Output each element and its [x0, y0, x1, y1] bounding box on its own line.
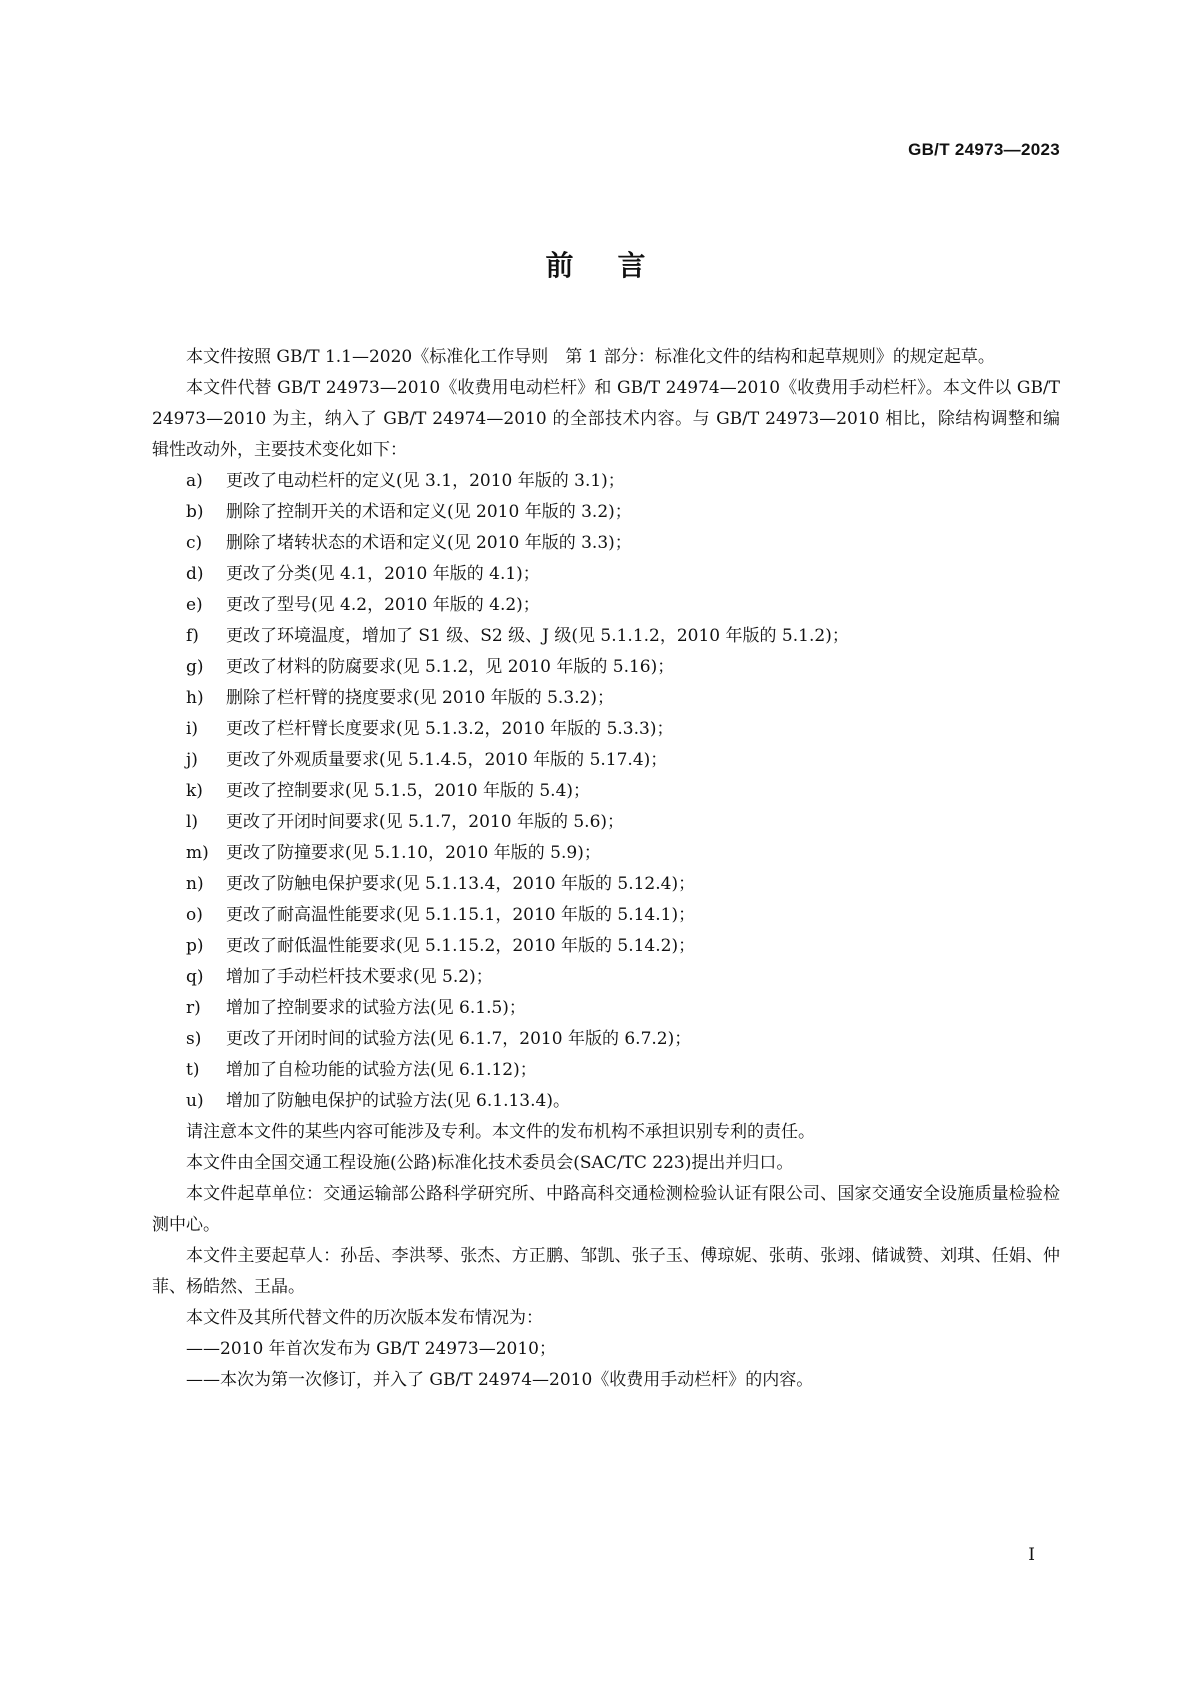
list-dash: —— — [186, 1339, 220, 1359]
list-item — [152, 807, 1060, 838]
list-marker: d) — [186, 564, 204, 584]
list-marker: m) — [186, 843, 209, 863]
list-marker: b) — [186, 502, 204, 522]
list-marker: i) — [186, 719, 199, 739]
list-item-text: 更改了防撞要求(见 5.1.10，2010 年版的 5.9)； — [226, 843, 601, 863]
list-marker: j) — [186, 750, 198, 770]
list-item — [152, 466, 1060, 497]
list-item-text: 更改了外观质量要求(见 5.1.4.5，2010 年版的 5.17.4)； — [226, 750, 668, 770]
list-item — [152, 776, 1060, 807]
list-item-text: 删除了堵转状态的术语和定义(见 2010 年版的 3.3)； — [226, 533, 632, 553]
list-item-text: 更改了控制要求(见 5.1.5，2010 年版的 5.4)； — [226, 781, 591, 801]
list-item — [152, 714, 1060, 745]
list-item — [152, 931, 1060, 962]
list-item-text: 更改了防触电保护要求(见 5.1.13.4，2010 年版的 5.12.4)； — [226, 874, 696, 894]
list-item-text: 本次为第一次修订，并入了 GB/T 24974—2010《收费用手动栏杆》的内容。 — [220, 1370, 814, 1390]
list-item-text: 增加了自检功能的试验方法(见 6.1.12)； — [226, 1060, 537, 1080]
list-item — [152, 590, 1060, 621]
list-marker: l) — [186, 812, 199, 832]
list-item-text: 更改了环境温度，增加了 S1 级、S2 级、J 级(见 5.1.1.2，2010 年版的 5.1.2)； — [226, 626, 849, 646]
list-item — [152, 1334, 1060, 1365]
foreword-body — [152, 342, 1060, 1396]
list-item-text: 删除了栏杆臂的挠度要求(见 2010 年版的 5.3.2)； — [226, 688, 614, 708]
list-marker: k) — [186, 781, 203, 801]
page-number: Ⅰ — [1028, 1545, 1035, 1565]
paragraph-drafting-units: 本文件起草单位：交通运输部公路科学研究所、中路高科交通检测检验认证有限公司、国家交通安全设施质量检验检测中心。 — [152, 1184, 1060, 1235]
list-item-text: 增加了手动栏杆技术要求(见 5.2)； — [226, 967, 493, 987]
list-marker: p) — [186, 936, 204, 956]
list-marker: n) — [186, 874, 204, 894]
list-item-text: 更改了开闭时间的试验方法(见 6.1.7，2010 年版的 6.7.2)； — [226, 1029, 692, 1049]
list-item-text: 更改了耐低温性能要求(见 5.1.15.2，2010 年版的 5.14.2)； — [226, 936, 696, 956]
list-item — [152, 745, 1060, 776]
list-item — [152, 559, 1060, 590]
list-marker: r) — [186, 998, 201, 1018]
list-item — [152, 962, 1060, 993]
list-item-text: 更改了栏杆臂长度要求(见 5.1.3.2，2010 年版的 5.3.3)； — [226, 719, 674, 739]
list-item — [152, 1086, 1060, 1117]
list-item — [152, 528, 1060, 559]
list-marker: s) — [186, 1029, 202, 1049]
list-item — [152, 1055, 1060, 1086]
standard-code: GB/T 24973—2023 — [908, 140, 1060, 159]
list-item — [152, 869, 1060, 900]
list-item — [152, 838, 1060, 869]
list-item — [152, 1365, 1060, 1396]
list-item-text: 更改了分类(见 4.1，2010 年版的 4.1)； — [226, 564, 540, 584]
version-history-list — [152, 1334, 1060, 1396]
list-marker: o) — [186, 905, 203, 925]
list-item-text: 增加了控制要求的试验方法(见 6.1.5)； — [226, 998, 526, 1018]
list-item — [152, 993, 1060, 1024]
list-item-text: 更改了电动栏杆的定义(见 3.1，2010 年版的 3.1)； — [226, 471, 625, 491]
list-item — [152, 1024, 1060, 1055]
list-marker: c) — [186, 533, 203, 553]
technical-changes-list — [152, 466, 1060, 1117]
list-marker: f) — [186, 626, 199, 646]
list-item-text: 更改了开闭时间要求(见 5.1.7，2010 年版的 5.6)； — [226, 812, 625, 832]
paragraph-drafters: 本文件主要起草人：孙岳、李洪琴、张杰、方正鹏、邹凯、张子玉、傅琼妮、张萌、张翊、储诚赞、刘琪、任娟、仲菲、杨皓然、王晶。 — [152, 1246, 1060, 1297]
paragraph-patent: 请注意本文件的某些内容可能涉及专利。本文件的发布机构不承担识别专利的责任。 — [186, 1122, 815, 1142]
list-marker: u) — [186, 1091, 204, 1111]
paragraph-history-intro: 本文件及其所代替文件的历次版本发布情况为： — [186, 1308, 543, 1328]
list-item — [152, 900, 1060, 931]
list-item — [152, 683, 1060, 714]
list-marker: t) — [186, 1060, 200, 1080]
list-item-text: 更改了材料的防腐要求(见 5.1.2，见 2010 年版的 5.16)； — [226, 657, 675, 677]
list-marker: q) — [186, 967, 204, 987]
paragraph-replace: 本文件代替 GB/T 24973—2010《收费用电动栏杆》和 GB/T 24974—2010《收费用手动栏杆》。本文件以 GB/T 24973—2010 为主，纳入了 GB/T 24974—2010 的全部技术内容。与 GB/T 24973—2010 相比，除结构调整和编辑性改动外，主要技术变化如下： — [152, 378, 1060, 460]
list-marker: h) — [186, 688, 204, 708]
list-dash: —— — [186, 1370, 220, 1390]
list-marker: a) — [186, 471, 203, 491]
list-item — [152, 497, 1060, 528]
paragraph-proposer: 本文件由全国交通工程设施(公路)标准化技术委员会(SAC/TC 223)提出并归口。 — [186, 1153, 794, 1173]
list-marker: e) — [186, 595, 203, 615]
list-item-text: 删除了控制开关的术语和定义(见 2010 年版的 3.2)； — [226, 502, 632, 522]
paragraph-basis: 本文件按照 GB/T 1.1—2020《标准化工作导则 第 1 部分：标准化文件的结构和起草规则》的规定起草。 — [186, 347, 995, 367]
list-item — [152, 621, 1060, 652]
list-item-text: 更改了耐高温性能要求(见 5.1.15.1，2010 年版的 5.14.1)； — [226, 905, 696, 925]
list-item-text: 更改了型号(见 4.2，2010 年版的 4.2)； — [226, 595, 540, 615]
list-item — [152, 652, 1060, 683]
list-marker: g) — [186, 657, 204, 677]
list-item-text: 增加了防触电保护的试验方法(见 6.1.13.4)。 — [226, 1091, 570, 1111]
page-title: 前言 — [545, 249, 690, 282]
list-item-text: 2010 年首次发布为 GB/T 24973—2010； — [220, 1339, 556, 1359]
